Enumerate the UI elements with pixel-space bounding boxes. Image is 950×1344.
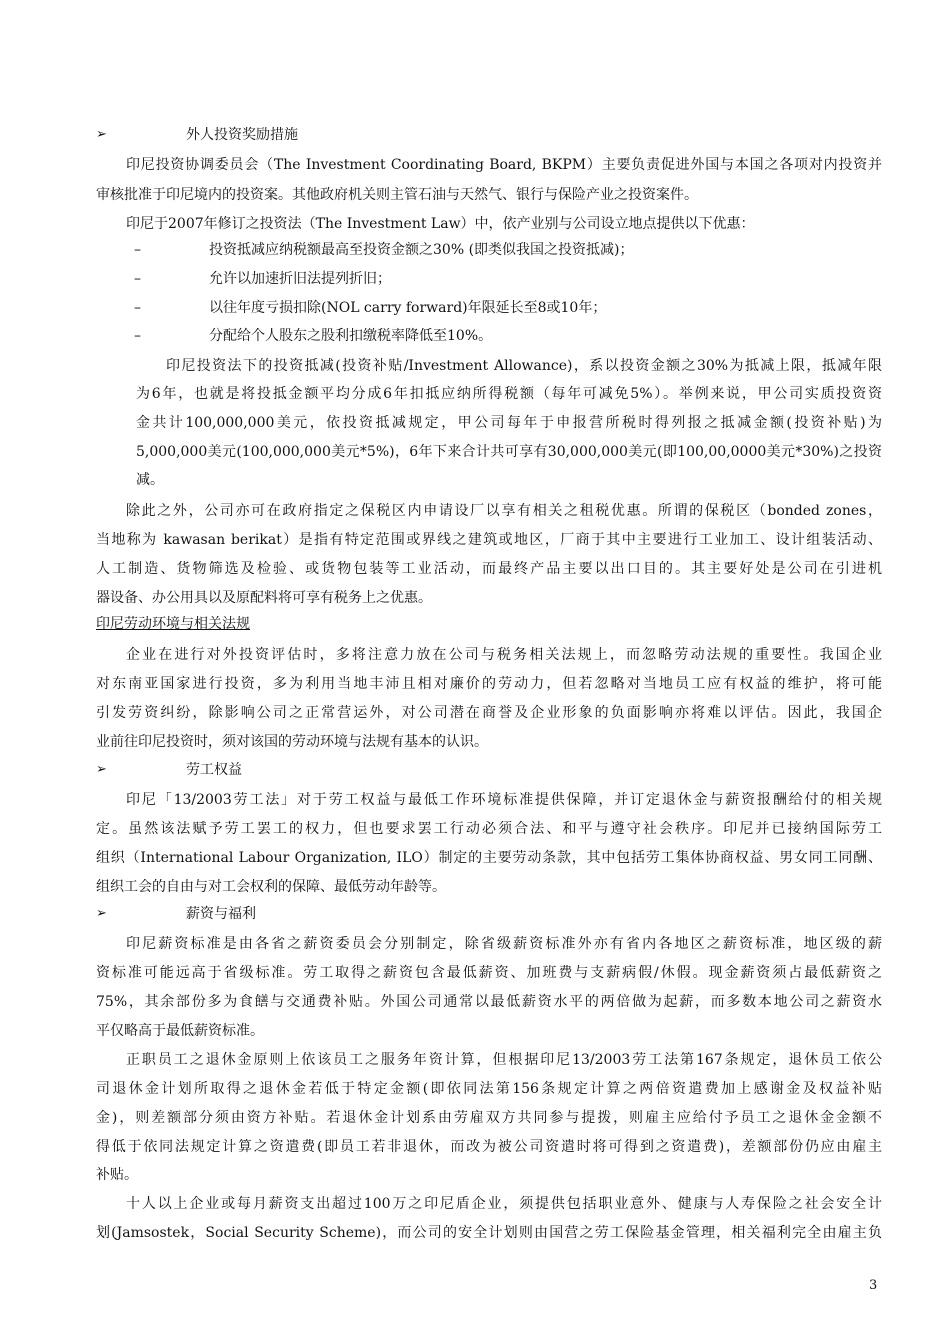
paragraph-line: 补贴。: [96, 1167, 138, 1183]
paragraph-line: 人工制造、货物筛选及检验、或货物包装等工业活动，而最终产品主要以出口目的。其主要好处是公司在引进机: [96, 561, 882, 577]
paragraph-line: 划(Jamsostek，Social Security Scheme)，而公司的安全计划则由国营之劳工保险基金管理，相关福利完全由雇主负: [96, 1225, 882, 1241]
section-title-labor-environment: 印尼劳动环境与相关法规: [96, 616, 250, 632]
list-dash: –: [134, 328, 141, 344]
section-heading-investment-incentives: 外人投资奖励措施: [186, 127, 298, 143]
paragraph-line: 组织（International Labour Organization, ILO）制定的主要劳动条款，其中包括劳工集体协商权益、男女同工同酬、: [96, 850, 882, 866]
list-dash: –: [134, 242, 141, 258]
list-item: 以往年度亏损扣除(NOL carry forward)年限延长至8或10年；: [209, 300, 607, 316]
paragraph-line: 器设备、办公用具以及原配料将可享有税务上之优惠。: [96, 590, 432, 606]
list-item: 投资抵减应纳税额最高至投资金额之30% (即类似我国之投资抵减)；: [209, 242, 634, 258]
paragraph-line: 印尼投资协调委员会（The Investment Coordinating Board, BKPM）主要负责促进外国与本国之各项对内投资并: [126, 157, 882, 173]
paragraph-line: 企业在进行对外投资评估时，多将注意力放在公司与税务相关法规上，而忽略劳动法规的重要性。我国企业: [126, 647, 882, 663]
paragraph-line: 75%，其余部份多为食饍与交通费补贴。外国公司通常以最低薪资水平的两倍做为起薪，而多数本地公司之薪资水: [96, 994, 882, 1010]
paragraph-line: 定。虽然该法赋予劳工罢工的权力，但也要求罢工行动必须合法、和平与遵守社会秩序。印尼并已接纳国际劳工: [96, 821, 882, 837]
paragraph-line: 审核批准于印尼境内的投资案。其他政府机关则主管石油与天然气、银行与保险产业之投资案件。: [96, 187, 698, 203]
list-dash: –: [134, 300, 141, 316]
paragraph-line: 业前往印尼投资时，须对该国的劳动环境与法规有基本的认识。: [96, 734, 488, 750]
paragraph-line: 当地称为 kawasan berikat）是指有特定范围或界线之建筑或地区，厂商于其中主要进行工业加工、设计组装活动、: [96, 532, 882, 548]
page-number: 3: [869, 1278, 878, 1293]
bullet-arrow-icon: ➢: [96, 906, 107, 921]
section-heading-salary-benefits: 薪资与福利: [186, 906, 256, 922]
paragraph-line: 金)，则差额部分须由资方补贴。若退休金计划系由劳雇双方共同参与提拨，则雇主应给付予员工之退休金金额不: [96, 1110, 882, 1126]
paragraph-line: 为6年，也就是将投抵金额平均分成6年扣抵应纳所得税额（每年可减免5%）。举例来说，甲公司实质投资资: [136, 386, 882, 402]
paragraph-line: 对东南亚国家进行投资，多为利用当地丰沛且相对廉价的劳动力，但若忽略对当地员工应有权益的维护，将可能: [96, 676, 882, 692]
paragraph-line: 平仅略高于最低薪资标准。: [96, 1023, 264, 1039]
paragraph-line: 金共计100,000,000美元，依投资抵减规定，甲公司每年于申报营所税时得列报之抵减金额(投资补贴)为: [136, 415, 882, 431]
list-item: 分配给个人股东之股利扣缴税率降低至10%。: [209, 328, 493, 344]
list-dash: –: [134, 271, 141, 287]
paragraph-line: 正职员工之退休金原则上依该员工之服务年资计算，但根据印尼13/2003劳工法第167条规定，退休员工依公: [126, 1052, 882, 1068]
section-heading-labor-rights: 劳工权益: [186, 762, 242, 778]
paragraph-line: 减。: [136, 472, 164, 488]
paragraph-line: 印尼投资法下的投资抵减(投资补贴/Investment Allowance)，系以投资金额之30%为抵减上限，抵减年限: [166, 358, 882, 374]
list-item: 允许以加速折旧法提列折旧；: [209, 271, 391, 287]
paragraph-line: 5,000,000美元(100,000,000美元*5%)，6年下来合计共可享有30,000,000美元(即100,00,0000美元*30%)之投资: [136, 444, 882, 460]
paragraph-line: 引发劳资纠纷，除影响公司之正常营运外，对公司潜在商誉及企业形象的负面影响亦将难以评估。因此，我国企: [96, 705, 882, 721]
bullet-arrow-icon: ➢: [96, 127, 107, 142]
bullet-arrow-icon: ➢: [96, 762, 107, 777]
paragraph-line: 十人以上企业或每月薪资支出超过100万之印尼盾企业，须提供包括职业意外、健康与人寿保险之社会安全计: [126, 1196, 882, 1212]
paragraph-line: 资标准可能远高于省级标准。劳工取得之薪资包含最低薪资、加班费与支薪病假/休假。现金薪资须占最低薪资之: [96, 965, 882, 981]
paragraph-line: 除此之外，公司亦可在政府指定之保税区内申请设厂以享有相关之租税优惠。所谓的保税区（bonded zones，: [126, 503, 882, 519]
paragraph-line: 印尼薪资标准是由各省之薪资委员会分别制定，除省级薪资标准外亦有省内各地区之薪资标准，地区级的薪: [126, 936, 882, 952]
paragraph-line: 司退休金计划所取得之退休金若低于特定金额(即依同法第156条规定计算之两倍资遣费加上感谢金及权益补贴: [96, 1081, 882, 1097]
paragraph-line: 印尼「13/2003劳工法」对于劳工权益与最低工作环境标准提供保障，并订定退休金与薪资报酬给付的相关规: [126, 792, 882, 808]
paragraph-line: 得低于依同法规定计算之资遣费(即员工若非退休，而改为被公司资遣时将可得到之资遣费)，差额部份仍应由雇主: [96, 1139, 882, 1155]
paragraph-line: 印尼于2007年修订之投资法（The Investment Law）中，依产业别与公司设立地点提供以下优惠：: [126, 216, 755, 232]
paragraph-line: 组织工会的自由与对工会权利的保障、最低劳动年龄等。: [96, 879, 446, 895]
